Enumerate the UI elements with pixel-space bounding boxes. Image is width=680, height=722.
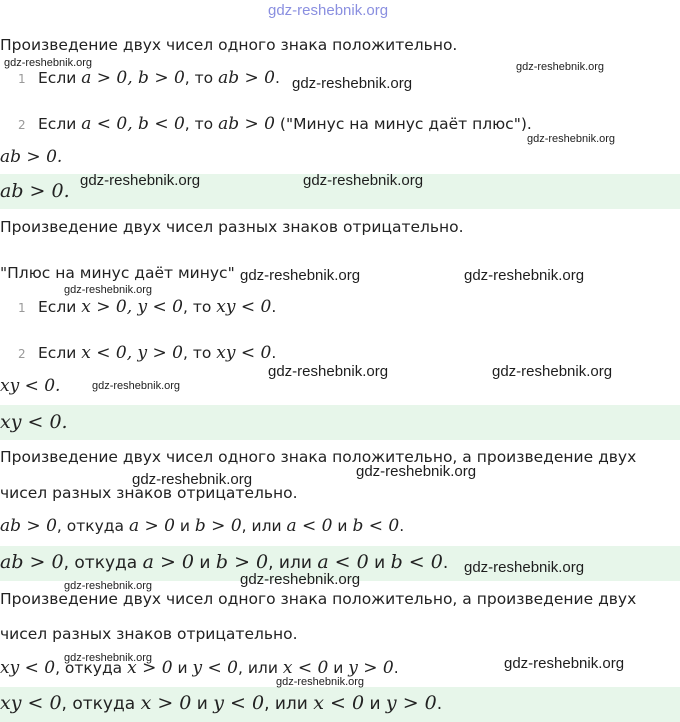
watermark: gdz-reshebnik.org [4,57,93,69]
section3-line: ab > 0, откуда a > 0 и b > 0, или a < 0 и b < 0. [0,516,405,536]
list-number: 2 [18,347,26,361]
watermark: gdz-reshebnik.org [268,363,389,380]
watermark: gdz-reshebnik.org [240,267,361,284]
math-expression: x < 0, y > 0 [81,343,183,363]
list-number: 1 [18,72,26,86]
watermark: gdz-reshebnik.org [516,61,605,73]
watermark: gdz-reshebnik.org [64,580,153,592]
watermark: gdz-reshebnik.org [492,363,613,380]
math-expression: a < 0, b < 0 [81,114,185,134]
section1-answer: ab > 0. [0,180,70,202]
section2-answer: xy < 0. [0,411,68,433]
section4-heading-line2: чисел разных знаков отрицательно. [0,625,298,643]
section2-heading: Произведение двух чисел разных знаков отрицательно. [0,218,464,236]
section1-result: ab > 0. [0,147,63,167]
watermark: gdz-reshebnik.org [276,676,365,688]
watermark: gdz-reshebnik.org [504,655,625,672]
section3-heading-line2: чисел разных знаков отрицательно. [0,484,298,502]
watermark: gdz-reshebnik.org [132,471,253,488]
section1-item-1: 1 Если a > 0, b > 0, то ab > 0. [18,68,280,88]
math-expression: ab > 0 [218,114,275,134]
section2-quote: "Плюс на минус даёт минус" [0,264,235,282]
section4-heading-line1: Произведение двух чисел одного знака положительно, а произведение двух [0,590,637,608]
watermark: gdz-reshebnik.org [464,267,585,284]
watermark: gdz-reshebnik.org [356,463,477,480]
watermark: gdz-reshebnik.org [240,571,361,588]
watermark: gdz-reshebnik.org [303,172,424,189]
section3-heading-line1: Произведение двух чисел одного знака положительно, а произведение двух [0,448,637,466]
section2-result: xy < 0. [0,376,61,396]
math-expression: a > 0, b > 0 [81,68,185,88]
watermark-top: gdz-reshebnik.org [268,2,389,19]
math-expression: x > 0, y < 0 [81,297,183,317]
list-number: 2 [18,118,26,132]
watermark: gdz-reshebnik.org [464,559,585,576]
watermark: gdz-reshebnik.org [64,652,153,664]
watermark: gdz-reshebnik.org [292,75,413,92]
section1-heading: Произведение двух чисел одного знака положительно. [0,36,458,54]
section4-answer: xy < 0, откуда x > 0 и y < 0, или x < 0 и y > 0. [0,692,443,714]
math-expression: xy < 0 [216,343,272,363]
math-expression: xy < 0 [216,297,272,317]
watermark: gdz-reshebnik.org [80,172,201,189]
section3-answer: ab > 0, откуда a > 0 и b > 0, или a < 0 и b < 0. [0,551,449,573]
answer-band-2 [0,405,680,440]
watermark: gdz-reshebnik.org [92,380,181,392]
section2-item-2: 2 Если x < 0, y > 0, то xy < 0. [18,343,277,363]
section4-line: xy < 0, откуда x > 0 и y < 0, или x < 0 и y > 0. [0,658,399,678]
watermark: gdz-reshebnik.org [64,284,153,296]
list-number: 1 [18,301,26,315]
section2-item-1: 1 Если x > 0, y < 0, то xy < 0. [18,297,277,317]
math-expression: ab > 0 [218,68,275,88]
watermark: gdz-reshebnik.org [527,133,616,145]
section1-item-2: 2 Если a < 0, b < 0, то ab > 0 ("Минус на минус даёт плюс"). [18,114,532,134]
